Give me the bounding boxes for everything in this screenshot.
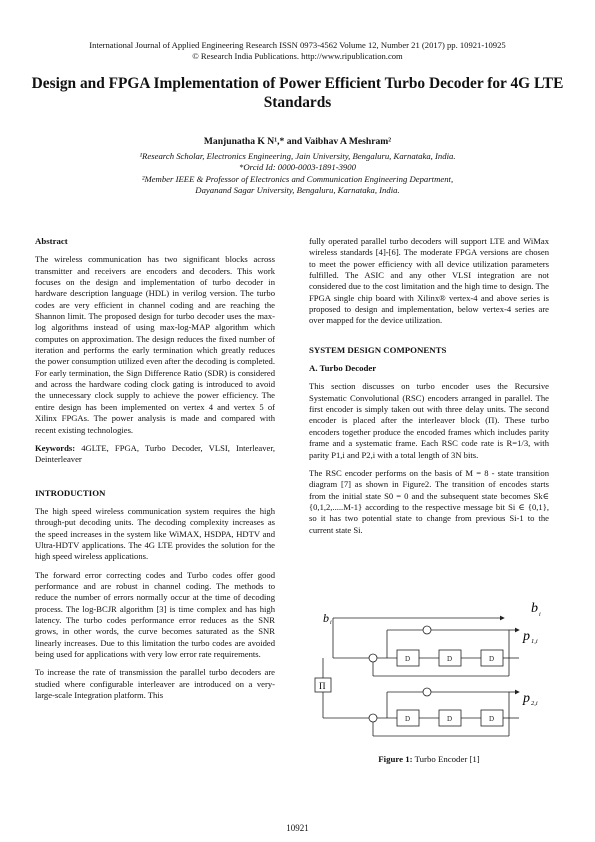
delay-label: D xyxy=(447,715,453,723)
intro-paragraph-2: The forward error correcting codes and Turbo codes offer good performance and are robust in channel coding. The methods to reduce the number of errors normally occur at the time of decoding process. The log-BCJR algorithm [3] is time complex and has high latency. The turbo codes performance error reduces as the SNR grows, in other words, the curve becomes saturated as the SNR linearly increases. Due to this limitation the turbo codes are avoided being used for applications with very low error rate requirements. xyxy=(35,569,275,659)
keywords-label: Keywords: xyxy=(35,442,76,453)
right-column xyxy=(309,236,549,543)
intro-paragraph-3: To increase the rate of transmission the parallel turbo decoders are studied where configurable interleaver are introduced on a very- large-scale Integration platform. This xyxy=(35,667,275,701)
affiliation-1: ¹Research Scholar, Electronics Engineering, Jain University, Bengaluru, Karnataka, India. xyxy=(139,151,456,161)
system-design-heading: SYSTEM DESIGN COMPONENTS xyxy=(309,344,447,355)
introduction-heading: INTRODUCTION xyxy=(35,487,106,498)
abstract-heading: Abstract xyxy=(35,236,68,246)
turbo-decoder-subheading: A. Turbo Decoder xyxy=(309,363,377,374)
delay-label: D xyxy=(447,655,453,663)
keywords xyxy=(35,443,275,466)
figure-caption-label: Figure 1: xyxy=(378,754,413,764)
input-sub-label: i xyxy=(330,620,332,626)
output-b-sub-label: i xyxy=(539,612,541,618)
orcid-line: *Orcid Id: 0000-0003-1891-3900 xyxy=(239,162,356,172)
delay-label: D xyxy=(489,655,495,663)
parity-1-label: p xyxy=(523,629,530,644)
design-paragraph-2: The RSC encoder performs on the basis of M = 8 - state transition diagram [7] as shown in Figure2. The transition of encodes starts from the initial state S0 = 0 and the subsequent state becomes Sk∈ {0,1,2,.....M-1} according to the respective message bit Si ∈ {0,1}, so it has two potential state to change from previous Si-1 to the current state Si. xyxy=(309,467,549,535)
affiliation-2b: Dayanand Sagar University, Bengaluru, Karnataka, India. xyxy=(195,185,400,195)
left-column xyxy=(35,236,275,708)
delay-label: D xyxy=(405,655,411,663)
turbo-encoder-diagram xyxy=(309,594,554,752)
author-list: Manjunatha K N¹,* and Vaibhav A Meshram² xyxy=(203,136,392,147)
continued-paragraph: fully operated parallel turbo decoders will support LTE and WiMax wireless standards [4]-[6]. The moderate FPGA versions are chosen to meet the power efficiency with all device utilization parameters fulfilled. The ASIC and any other VLSI integration are not considered due to the cost limitation and the high time to design. The FPGA single chip board with Xilinx® vertex-4 and above series is proposed to design and implementation, below vertex-4 series are over mapped for the device utilization. xyxy=(309,236,549,326)
intro-paragraph-1: The high speed wireless communication system requires the high through-put decoding units. The decoding complexity increases as the speed increases in the system like WiMAX, HSDPA, HDTV and Ultra-HDTV applications. The 4G LTE provides the solution for the high speed wireless applications. xyxy=(35,505,275,562)
affiliation-2a: ²Member IEEE & Professor of Electronics and Communication Engineering Department, xyxy=(141,174,454,184)
parity-2-sub-label: 2,i xyxy=(531,700,538,707)
paper-title: Design and FPGA Implementation of Power Efficient Turbo Decoder for 4G LTE Standards xyxy=(31,75,564,111)
parity-2-label: p xyxy=(523,691,530,706)
parity-1-sub-label: 1,i xyxy=(531,638,538,645)
input-b-label: b xyxy=(323,611,329,625)
publisher-line: © Research India Publications. http://www.ripublication.com xyxy=(192,51,403,61)
page-number: 10921 xyxy=(286,823,309,833)
figure-caption xyxy=(309,754,549,764)
figure-caption-text: Turbo Encoder [1] xyxy=(412,754,480,764)
delay-label: D xyxy=(489,715,495,723)
delay-label: D xyxy=(405,715,411,723)
abstract-text: The wireless communication has two significant blocks across transmitter and receivers are encoders and decoders. This work focuses on the design and implementation of turbo decoder in hardware description language (HDL) in verilog version. The turbo codes are very efficient in channel coding and are reaching the Shannon limit. The proposed design for turbo decoder uses the max-log algorithms instead of using max-log-MAP algorithm which computes on approximation. The design reduces the fixed number of iteration and performs the early termination which greatly reduces the power consumption utilized even after the decoding is completed. For early termination, the Sign Difference Ratio (SDR) is considered and across the hardware coding clock gating is introduced to avoid the unnecessary clock supply to achieve the power efficiency. The entire design has been implemented on vertex 4 and vertex 5 of Xilinx FPGAs. The power analysis is made and compared with recent existing technologies. xyxy=(35,254,275,435)
interleaver-label: Π xyxy=(319,681,326,691)
keywords-text: 4GLTE, FPGA, Turbo Decoder, VLSI, Interleaver, Deinterleaver xyxy=(35,442,275,465)
output-b-label: b xyxy=(531,601,538,616)
design-paragraph-1: This section discusses on turbo encoder uses the Recursive Systematic Convolutional (RSC) encoders arranged in parallel. The first encoder is simply taken out with three delay units. The second encoder is placed after the interleaver block (Π). These turbo encoders together produce the encoded frames which includes parity frame and a systematic frame. Each RSC code rate is R=1/3, with parity P1,i and P2,i with a total length of 3N bits. xyxy=(309,381,549,460)
journal-header: International Journal of Applied Engineering Research ISSN 0973-4562 Volume 12, Number 21 (2017) pp. 10921-10925 xyxy=(89,40,506,50)
